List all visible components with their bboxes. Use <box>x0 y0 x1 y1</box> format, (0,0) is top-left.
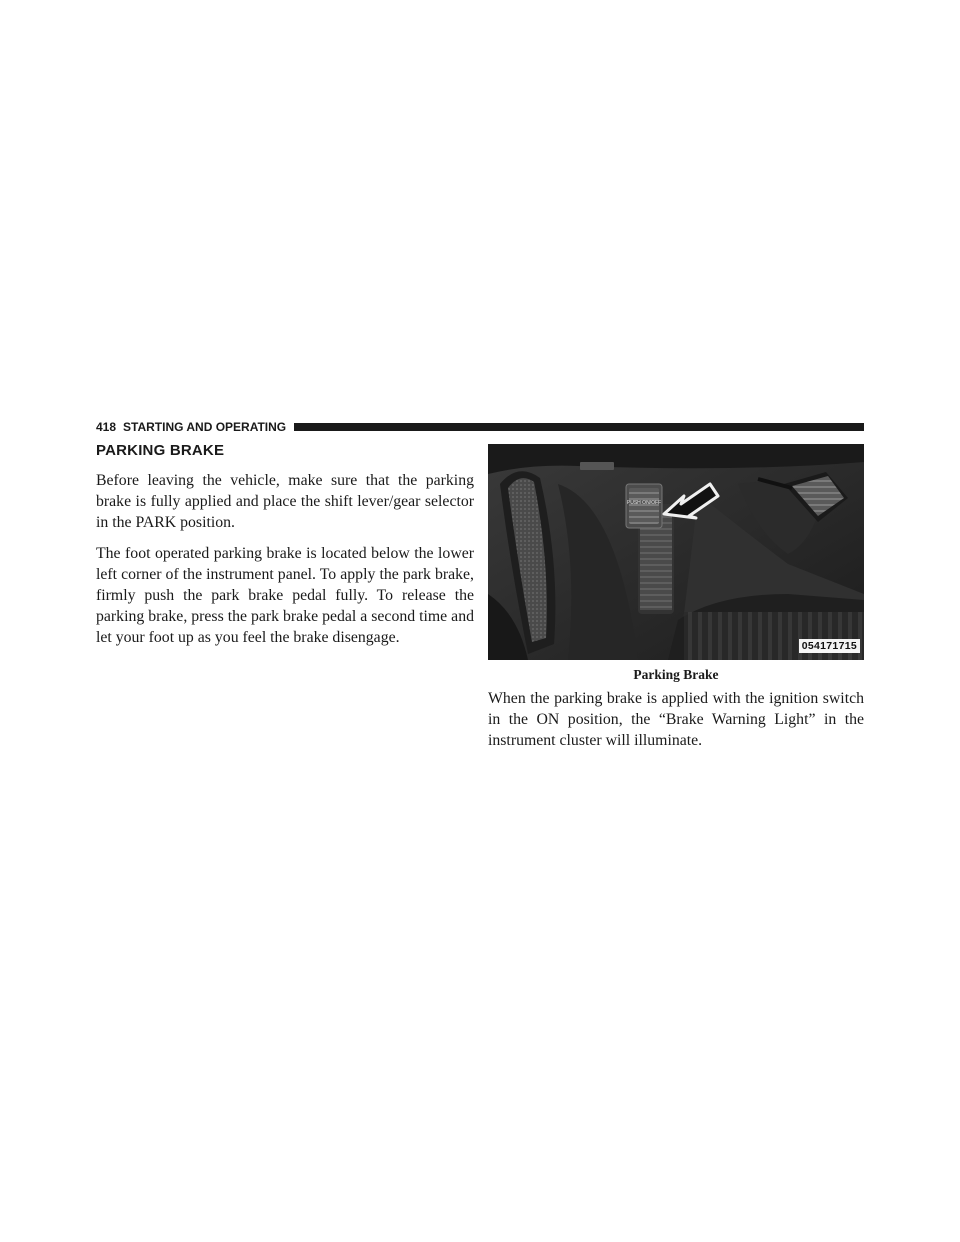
figure-caption: Parking Brake <box>633 667 719 682</box>
right-column <box>488 688 864 761</box>
section-heading: PARKING BRAKE <box>96 442 225 459</box>
left-column <box>96 442 474 658</box>
paragraph-before-leaving: Before leaving the vehicle, make sure that the parking brake is fully applied and place the shift lever/gear selector in the PARK position. <box>96 472 474 531</box>
parking-brake-photo <box>488 444 864 660</box>
section-title: STARTING AND OPERATING <box>123 420 287 434</box>
header-rule <box>294 423 864 431</box>
figure-code: 054171715 <box>799 639 860 653</box>
footwell-illustration <box>488 444 864 660</box>
pedal-label: PUSH ON/OFF <box>626 500 662 506</box>
paragraph-foot-operated: The foot operated parking brake is located below the lower left corner of the instrument panel. To apply the park brake, firmly push the park brake pedal fully. To release the parking brake, press the park brake pedal a second time and let your foot up as you feel the brake disengage. <box>96 545 474 646</box>
paragraph-warning-light: When the parking brake is applied with the ignition switch in the ON position, the “Brake Warning Light” in the instrument cluster will illuminate. <box>488 690 864 749</box>
page-number: 418 <box>96 420 117 434</box>
running-header <box>96 419 864 435</box>
